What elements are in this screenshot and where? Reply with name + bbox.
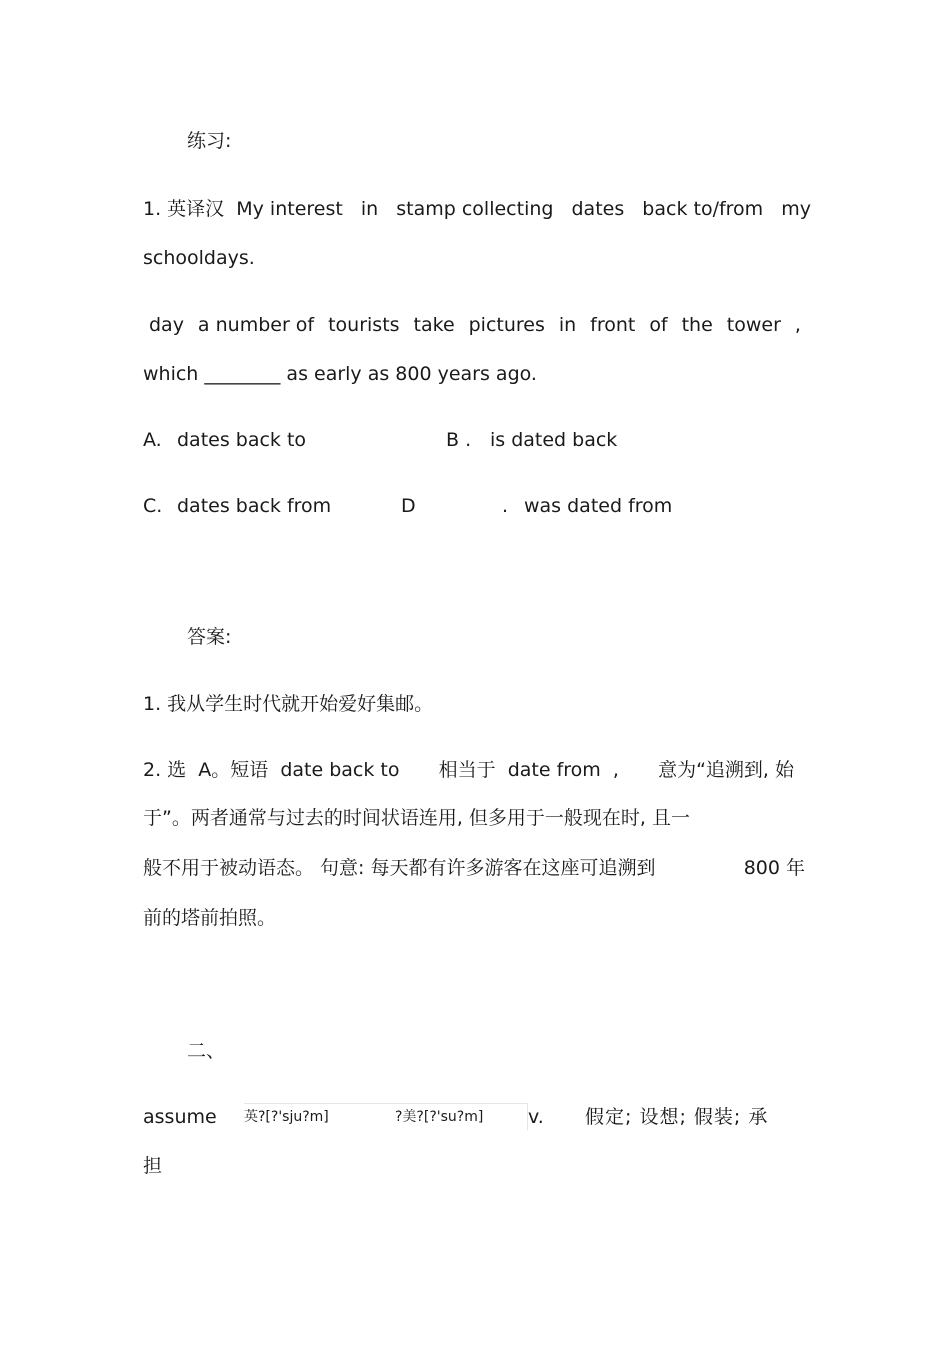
q1-part: stamp collecting [396,198,554,220]
q1-part: dates [571,198,625,220]
question-1-line-1 [143,197,811,221]
phonetic-us: ?美?[?'su?m] [395,1109,484,1125]
option-d-letter: D [401,495,416,517]
a2-part: 2. 选 A。短语 date back to [143,759,400,781]
question-2-line-1 [149,313,801,337]
q2-part: of [649,314,668,336]
phonetic-uk: 英?[?'sju?m] [244,1109,329,1125]
option-b-text: is dated back [490,429,618,451]
option-d-dot: . [502,495,509,517]
q1-part: 1. 英译汉 My interest [143,198,343,220]
question-2-line-2: which ________ as early as 800 years ago. [143,363,537,385]
q2-part: in [558,314,577,336]
q2-part: a number of [197,314,315,336]
question-1-line-2: schooldays. [143,247,255,269]
option-a-text: dates back to [177,429,307,451]
option-c-text: dates back from [177,495,332,517]
q1-part: my [781,198,811,220]
meaning-line-2: 担 [143,1155,163,1177]
answers-heading: 答案: [187,626,232,648]
q1-part: back to/from [642,198,764,220]
answer-2-line-3 [143,856,805,880]
practice-heading: 练习: [187,130,232,152]
option-b-letter: B . [446,429,472,451]
meaning-line-1: 假定; 设想; 假装; 承 [585,1106,769,1128]
answer-2-line-2: 于”。两者通常与过去的时间状语连用, 但多用于一般现在时, 且一 [143,807,691,829]
a2-part: 般不用于被动语态。 句意: 每天都有许多游客在这座可追溯到 [143,857,656,879]
answer-1: 1. 我从学生时代就开始爱好集邮。 [143,693,434,715]
section-2-heading: 二、 [187,1040,226,1062]
q2-part: pictures [468,314,545,336]
a2-part: 意为“追溯到, 始 [658,759,794,781]
option-d-text: was dated from [524,495,673,517]
part-of-speech: v. [528,1106,544,1128]
q2-part: , [794,314,801,336]
option-a-letter: A. [143,429,162,451]
option-c-letter: C. [143,495,163,517]
answer-2-line-1 [143,758,794,782]
vocab-word: assume [143,1106,217,1128]
answer-2-line-4: 前的塔前拍照。 [143,907,277,929]
q2-part: the [681,314,713,336]
q2-part: take [413,314,455,336]
q2-part: tourists [328,314,400,336]
a2-part: 相当于 date from , [438,759,619,781]
phonetic-box [244,1103,528,1130]
q1-part: in [360,198,379,220]
a2-part: 800 年 [743,857,805,879]
q2-part: tower [726,314,781,336]
q2-part: day [149,314,184,336]
q2-part: front [590,314,636,336]
